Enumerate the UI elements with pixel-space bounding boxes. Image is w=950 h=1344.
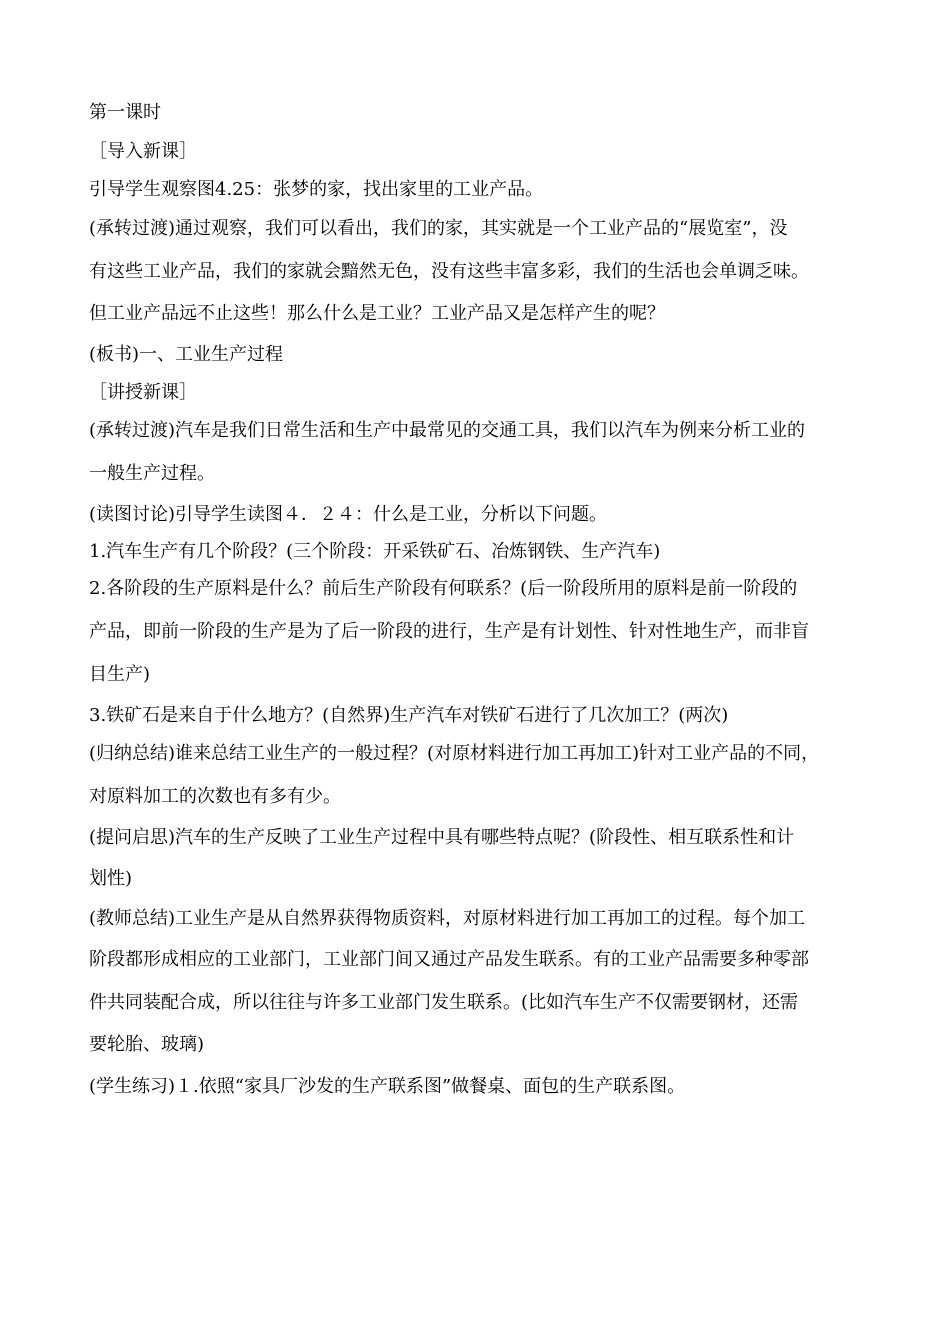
section-intro-heading: ［导入新课］	[89, 141, 197, 162]
text-line: (承转过渡)汽车是我们日常生活和生产中最常见的交通工具，我们以汽车为例来分析工业的	[89, 420, 806, 441]
blackboard-heading: (板书)一、工业生产过程	[89, 344, 284, 365]
question-item: 1.汽车生产有几个阶段？(三个阶段：开采铁矿石、冶炼钢铁、生产汽车)	[89, 541, 661, 562]
text-line: 引导学生观察图4.25：张梦的家，找出家里的工业产品。	[89, 179, 544, 200]
question-item: 3.铁矿石是来自于什么地方？(自然界)生产汽车对铁矿石进行了几次加工？(两次)	[89, 705, 729, 726]
text-line: 阶段都形成相应的工业部门，工业部门间又通过产品发生联系。有的工业产品需要多种零部	[89, 949, 809, 970]
section-lecture-heading: ［讲授新课］	[89, 382, 197, 403]
text-line: 要轮胎、玻璃)	[89, 1034, 205, 1055]
text-line: (承转过渡)通过观察，我们可以看出，我们的家，其实就是一个工业产品的“展览室”，没	[89, 218, 788, 239]
text-line: 对原料加工的次数也有多有少。	[89, 786, 341, 807]
text-line: 但工业产品远不止这些！那么什么是工业？工业产品又是怎样产生的呢？	[89, 303, 665, 324]
text-line: 划性)	[89, 868, 133, 889]
question-item: 2.各阶段的生产原料是什么？前后生产阶段有何联系？(后一阶段所用的原料是前一阶段的	[89, 578, 798, 599]
text-line: (教师总结)工业生产是从自然界获得物质资料，对原材料进行加工再加工的过程。每个加工	[89, 908, 806, 929]
text-line: (读图讨论)引导学生读图４．２４：什么是工业，分析以下问题。	[89, 504, 608, 525]
text-line: 件共同装配合成，所以往往与许多工业部门发生联系。(比如汽车生产不仅需要钢材，还需	[89, 992, 799, 1013]
text-line: 一般生产过程。	[89, 463, 215, 484]
lesson-period-heading: 第一课时	[89, 102, 161, 123]
text-line: 有这些工业产品，我们的家就会黯然无色，没有这些丰富多彩，我们的生活也会单调乏味。	[89, 261, 809, 282]
exercise-line: (学生练习)１.依照“家具厂沙发的生产联系图”做餐桌、面包的生产联系图。	[89, 1076, 686, 1097]
text-line: (提问启思)汽车的生产反映了工业生产过程中具有哪些特点呢？(阶段性、相互联系性和计	[89, 827, 795, 848]
text-line: (归纳总结)谁来总结工业生产的一般过程？(对原材料进行加工再加工)针对工业产品的不同，	[89, 743, 820, 764]
text-line: 目生产)	[89, 664, 151, 685]
text-line: 产品，即前一阶段的生产是为了后一阶段的进行，生产是有计划性、针对性地生产，而非盲	[89, 621, 809, 642]
